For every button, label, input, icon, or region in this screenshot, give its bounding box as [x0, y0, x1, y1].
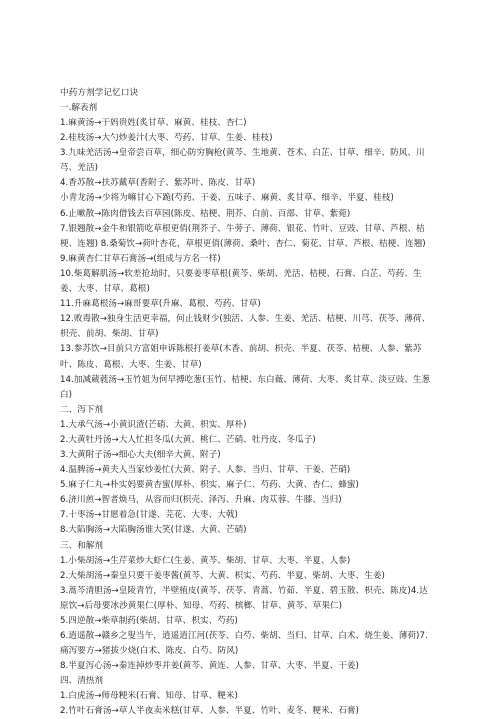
document-title: 中药方剂学记忆口诀 [60, 88, 139, 98]
formula-entry: 2.大黄牡丹汤→大人忙担冬瓜(大黄、桃仁、芒硝、牡丹皮、冬瓜子) [60, 434, 316, 445]
formula-entry: 3.大黄附子汤→细心大夫(细辛大黄、附子) [60, 449, 221, 460]
section-heading: 一.解表剂 [60, 103, 98, 113]
formula-entry: 3.蒿芩清胆汤→皇陵青竹，半壁植皮(黄芩、茯苓、青蒿、竹茹、半夏、碧玉散、枳壳、陈皮)4.达原饮→后母要冰沙黄果仁(厚朴、知母、芍药、槟榔、甘草、黄芩、草果仁) [60, 585, 428, 611]
formula-entry: 2.大柴胡汤→秦皇只要干姜枣酱(黄芩、大黄、枳实、芍药、半夏、柴胡、大枣、生姜) [60, 570, 385, 581]
formula-entry: 13.参苏饮→目前只方富姐申诉陈根打姜草(木香、前胡、枳壳、半夏、茯苓、桔梗、人参、紫苏叶、陈皮、葛根、大枣、生姜、甘草) [60, 344, 422, 370]
formula-entry: 1.麻黄汤→干妈贵姓(炙甘草、麻黄、桂枝、杏仁) [60, 118, 247, 128]
formula-entry: 14.加减葳蕤汤→玉竹姐为何早搏吃葱(玉竹、桔梗、东白薇、薄荷、大枣、炙甘草、淡豆豉、生葱白) [60, 374, 431, 400]
formula-entry: 4.香苏散→扶苏戴草(香附子、紫苏叶、陈皮、甘草) [60, 178, 256, 189]
formula-entry: 7.银翘散→金牛和银箭吃草根更俏(荆芥子、牛蒡子、薄荷、银花、竹叶、豆豉、甘草、芦根、桔梗、连翘) 8.桑菊饮→荷叶杏花，草根更俏(薄荷、桑叶、杏仁、菊花、甘草、芦根、桔梗、连翘) 9.麻黄杏仁甘草石膏汤→(组成与方名一样) [60, 223, 426, 264]
section-heading: 四、清热剂 [60, 676, 103, 687]
formula-entry: 3.九味羌活汤→皇帝尝百草，细心防穷胸枪(黄芩、生地黄、苍术、白芷、甘草、细辛、防风、川芎、羌活) [60, 148, 425, 174]
formula-entry: 8.大陷胸汤→大陷胸汤谁大笑(甘遂、大黄、芒硝) [60, 525, 247, 536]
formula-entry: 7.十枣汤→甘愿着急(甘遂、芫花、大枣、大戟) [60, 510, 238, 521]
formula-entry: 6.济川煎→智者焕马，从容而归(枳壳、泽泻、升麻、肉苁蓉、牛膝、当归) [60, 495, 342, 506]
formula-entry: 1.大承气汤→小黄识渣(芒硝、大黄、枳实、厚朴) [60, 419, 247, 430]
formula-entry: 2.桂枝汤→大勺炒姜汁(大枣、芍药、甘草、生姜、桂枝) [60, 133, 273, 144]
formula-entry: 5.四逆散→柴草制药(柴胡、甘草、枳实、芍药) [60, 615, 238, 626]
formula-entry: 12.败毒散→独身生活更幸福，何止钱财少(独活、人参、生姜、羌活、桔梗、川芎、茯苓、薄荷、枳壳、前胡、柴胡、甘草) [60, 314, 431, 340]
formula-entry: 10.柴葛解肌汤→软差抢劫时，只要姜枣草根(黄芩、柴胡、羌活、桔梗、石膏、白芷、芍药、生姜、大枣、甘草、葛根) [60, 268, 422, 295]
formula-entry: 11.升麻葛根汤→麻哥要草(升麻、葛根、芍药、甘草) [60, 299, 261, 310]
section-heading: 三、和解剂 [60, 540, 103, 551]
formula-entry: 6.逍遥散→赣乡之叟当午，逍遥逍江河(茯苓、白芍、柴胡、当归、甘草、白术、烧生姜、薄荷)7.痛泻要方→猪拔少烧(白术、陈皮、白芍、防风) [60, 631, 428, 657]
formula-entry: 6.止嗽散→陈肉借钱去百草园(陈皮、桔梗、荆芥、白前、百部、甘草、紫菀) [60, 208, 351, 219]
formula-entry: 小青龙汤→少将为嘛甘心下跪(芍药、干姜、五味子、麻黄、炙甘草、细辛、半夏、桂枝) [60, 193, 394, 204]
formula-entry: 8.半夏泻心汤→秦连掉炒枣并姜(黄芩、黄连、人参、甘草、大枣、半夏、干姜) [60, 661, 359, 672]
formula-entry: 2.竹叶石膏汤→草人半夜卖米糕(甘草、人参、半夏、竹叶、麦冬、粳米、石膏) [60, 706, 359, 717]
formula-entry: 5.麻子仁丸→朴实妈要黄杏蜜(厚朴、枳实、麻子仁、芍药、大黄、杏仁、蜂蜜) [60, 480, 359, 491]
formula-entry: 4.温脾汤→黄夫人当家炒姜忙(大黄、附子、人参、当归、甘草、干姜、芒硝) [60, 465, 351, 476]
section-heading: 二、泻下剂 [60, 404, 103, 415]
formula-entry: 1.白虎汤→师母粳米(石膏、知母、甘草、粳米) [60, 691, 238, 702]
formula-entry: 1.小柴胡汤→生芹菜炒大虾仁(生姜、黄芩、柴胡、甘草、大枣、半夏、人参) [60, 555, 351, 566]
